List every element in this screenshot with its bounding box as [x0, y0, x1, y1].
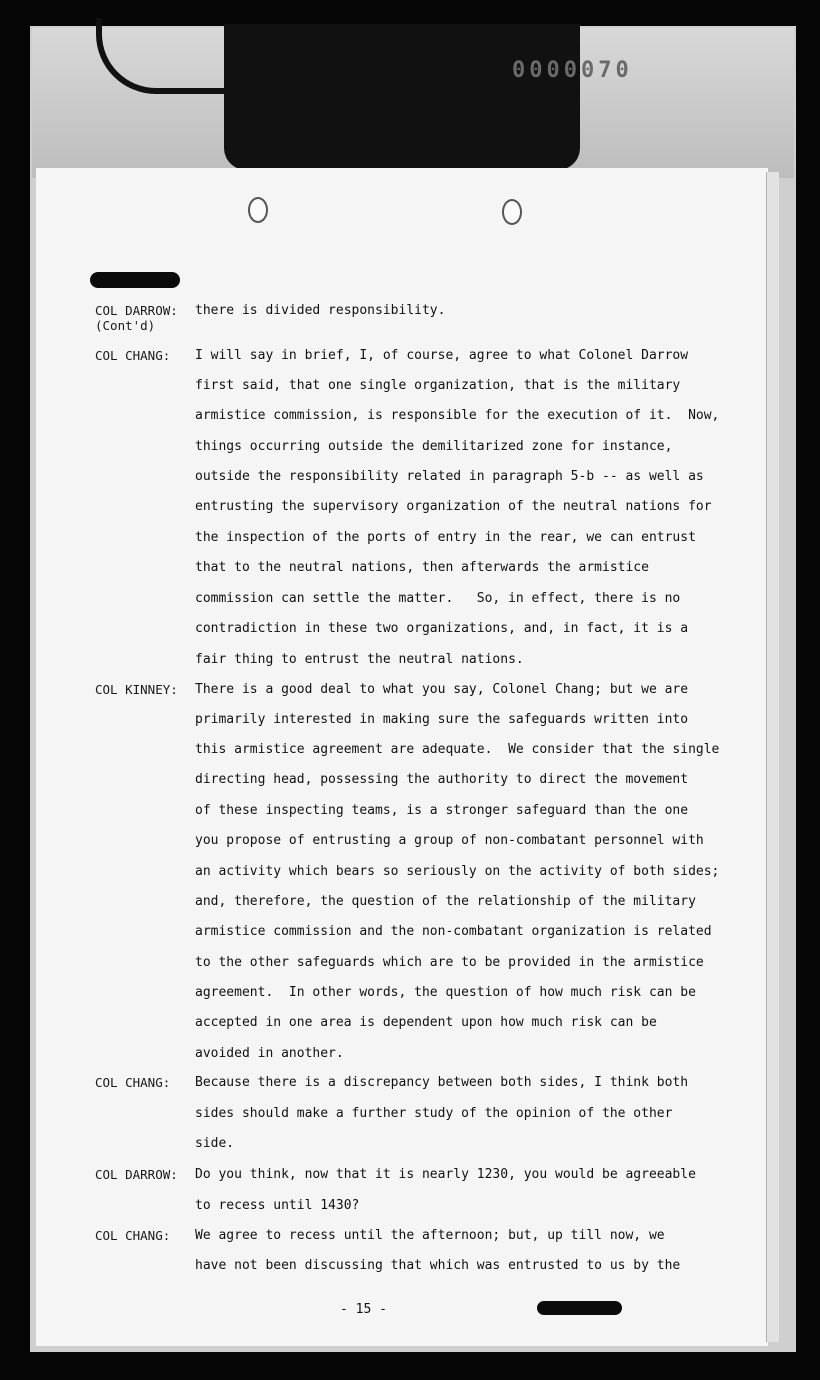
dialogue-line: avoided in another. [195, 1046, 344, 1061]
dialogue-line: and, therefore, the question of the relationship of the military [195, 894, 696, 909]
dialogue-line: an activity which bears so seriously on the activity of both sides; [195, 864, 720, 879]
dialogue-line: armistice commission, is responsible for the execution of it. Now, [195, 408, 720, 423]
dialogue-line: there is divided responsibility. [195, 303, 446, 318]
dialogue-line: the inspection of the ports of entry in the rear, we can entrust [195, 530, 696, 545]
dialogue-line: outside the responsibility related in paragraph 5-b -- as well as [195, 469, 704, 484]
dialogue-line: have not been discussing that which was entrusted to us by the [195, 1258, 681, 1273]
speaker-label: COL CHANG: [95, 1075, 171, 1090]
dialogue-line: first said, that one single organization, that is the military [195, 378, 681, 393]
dialogue-line: side. [195, 1136, 235, 1151]
speaker-label: COL DARROW: [95, 1167, 178, 1182]
dialogue-line: armistice commission and the non-combatant organization is related [195, 924, 712, 939]
dialogue-line: There is a good deal to what you say, Colonel Chang; but we are [195, 682, 689, 697]
speaker-label: COL DARROW: [95, 303, 178, 318]
speaker-continued-label: (Cont'd) [95, 318, 156, 333]
dialogue-line: fair thing to entrust the neutral nations. [195, 652, 524, 667]
dialogue-line: I will say in brief, I, of course, agree to what Colonel Darrow [195, 348, 689, 363]
dialogue-line: commission can settle the matter. So, in effect, there is no [195, 591, 681, 606]
dialogue-line: Do you think, now that it is nearly 1230, you would be agreeable [195, 1167, 696, 1182]
dialogue-line: sides should make a further study of the opinion of the other [195, 1106, 673, 1121]
dialogue-line: entrusting the supervisory organization of the neutral nations for [195, 499, 712, 514]
dialogue-line: contradiction in these two organizations, and, in fact, it is a [195, 621, 689, 636]
dialogue-line: to recess until 1430? [195, 1198, 360, 1213]
dialogue-line: of these inspecting teams, is a stronger safeguard than the one [195, 803, 689, 818]
dialogue-line: this armistice agreement are adequate. We consider that the single [195, 742, 720, 757]
dialogue-line: things occurring outside the demilitarized zone for instance, [195, 439, 673, 454]
dialogue-line: directing head, possessing the authority to direct the movement [195, 772, 689, 787]
speaker-label: COL CHANG: [95, 348, 171, 363]
redaction-mark-bottom [537, 1301, 622, 1315]
dialogue-line: Because there is a discrepancy between both sides, I think both [195, 1075, 689, 1090]
speaker-label: COL CHANG: [95, 1228, 171, 1243]
binder-clip [224, 24, 633, 170]
frame-counter: 0000070 [512, 58, 633, 83]
dialogue-line: primarily interested in making sure the safeguards written into [195, 712, 689, 727]
dialogue-line: accepted in one area is dependent upon how much risk can be [195, 1015, 657, 1030]
dialogue-line: agreement. In other words, the question of how much risk can be [195, 985, 696, 1000]
dialogue-line: to the other safeguards which are to be provided in the armistice [195, 955, 704, 970]
dialogue-line: We agree to recess until the afternoon; but, up till now, we [195, 1228, 665, 1243]
punch-hole-right [502, 199, 522, 225]
page-number: - 15 - [340, 1302, 387, 1317]
redaction-mark-top [90, 272, 180, 288]
speaker-label: COL KINNEY: [95, 682, 178, 697]
page-edge [766, 172, 779, 1342]
dialogue-line: that to the neutral nations, then afterwards the armistice [195, 560, 649, 575]
dialogue-line: you propose of entrusting a group of non-combatant personnel with [195, 833, 704, 848]
punch-hole-left [248, 197, 268, 223]
